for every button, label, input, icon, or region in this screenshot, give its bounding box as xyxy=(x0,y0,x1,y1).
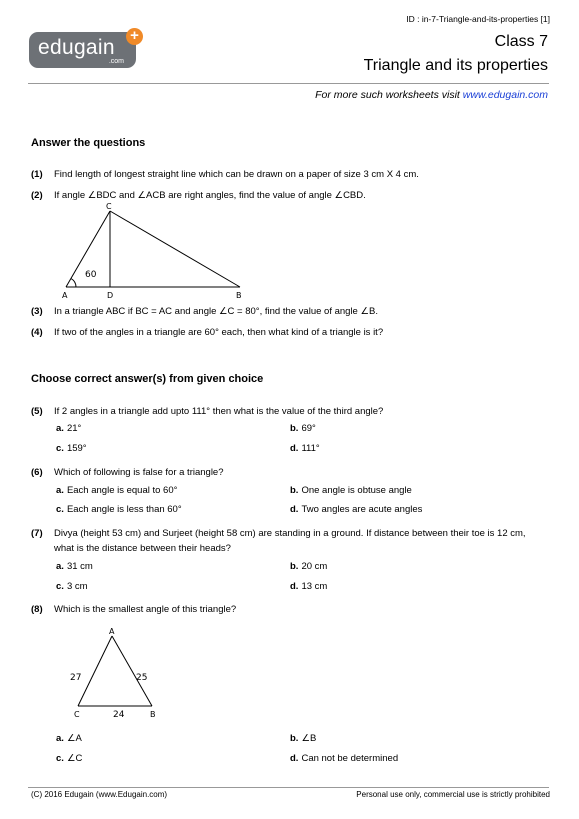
edugain-link[interactable]: www.edugain.com xyxy=(462,89,548,101)
class-label: Class 7 xyxy=(494,33,548,50)
plus-icon: + xyxy=(126,28,143,45)
option-8a[interactable]: a. ∠A xyxy=(56,733,82,744)
question-2 xyxy=(31,188,541,203)
edugain-logo[interactable] xyxy=(29,28,144,72)
question-text: Which of following is false for a triangle? xyxy=(54,467,224,478)
question-text: Which is the smallest angle of this triangle? xyxy=(54,604,237,615)
document-id: ID : in-7-Triangle-and-its-properties [1] xyxy=(406,14,550,24)
option-5d[interactable]: d. 111° xyxy=(290,443,320,454)
question-text: If angle ∠BDC and ∠ACB are right angles, find the value of angle ∠CBD. xyxy=(54,190,366,201)
question-text: If 2 angles in a triangle add upto 111° then what is the value of the third angle? xyxy=(54,406,384,417)
question-number: (8) xyxy=(31,604,43,615)
option-5b[interactable]: b. 69° xyxy=(290,423,316,434)
question-number: (4) xyxy=(31,327,43,338)
option-7b[interactable]: b. 20 cm xyxy=(290,561,328,572)
label-b: B xyxy=(150,710,156,719)
side-ca xyxy=(78,636,112,706)
question-number: (7) xyxy=(31,528,43,539)
header-divider xyxy=(28,83,549,84)
section-heading-answer: Answer the questions xyxy=(31,137,146,149)
option-6d[interactable]: d. Two angles are acute angles xyxy=(290,504,423,515)
option-8b[interactable]: b. ∠B xyxy=(290,733,317,744)
option-7a[interactable]: a. 31 cm xyxy=(56,561,93,572)
section-heading-choose: Choose correct answer(s) from given choice xyxy=(31,373,264,385)
label-d: D xyxy=(107,291,114,300)
option-8d[interactable]: d. Can not be determined xyxy=(290,753,399,764)
question-text: Divya (height 53 cm) and Surjeet (height 58 cm) are standing in a ground. If distance between their toe is 12 cm, what is the distance between their heads? xyxy=(54,528,526,554)
page-title: Triangle and its properties xyxy=(363,57,548,74)
question-8 xyxy=(31,602,541,617)
question-7 xyxy=(31,526,541,556)
question-text: Find length of longest straight line which can be drawn on a paper of size 3 cm X 4 cm. xyxy=(54,169,419,180)
footer-usage-notice: Personal use only, commercial use is strictly prohibited xyxy=(356,790,550,799)
label-b: B xyxy=(236,291,242,300)
more-prefix: For more such worksheets visit xyxy=(315,89,463,101)
question-1 xyxy=(31,167,541,182)
option-5c[interactable]: c. 159° xyxy=(56,443,87,454)
question-number: (3) xyxy=(31,306,43,317)
label-a: A xyxy=(62,291,68,300)
more-worksheets-line xyxy=(315,89,548,101)
logo-text: edugain xyxy=(38,36,115,59)
triangle-figure-q8 xyxy=(66,624,166,720)
option-6c[interactable]: c. Each angle is less than 60° xyxy=(56,504,182,515)
label-a: A xyxy=(109,627,115,636)
question-3 xyxy=(31,304,541,319)
label-c: C xyxy=(106,202,112,211)
question-number: (5) xyxy=(31,406,43,417)
question-number: (1) xyxy=(31,169,43,180)
question-number: (2) xyxy=(31,190,43,201)
question-6 xyxy=(31,465,541,480)
option-5a[interactable]: a. 21° xyxy=(56,423,82,434)
side-label-ab: 25 xyxy=(136,673,148,683)
question-5 xyxy=(31,404,541,419)
question-text: If two of the angles in a triangle are 60° each, then what kind of a triangle is it? xyxy=(54,327,384,338)
logo-box xyxy=(29,32,136,68)
angle-arc xyxy=(71,279,76,288)
question-4 xyxy=(31,325,541,340)
option-7c[interactable]: c. 3 cm xyxy=(56,581,88,592)
option-8c[interactable]: c. ∠C xyxy=(56,753,83,764)
side-cb xyxy=(110,211,240,287)
question-text: In a triangle ABC if BC = AC and angle ∠C = 80°, find the value of angle ∠B. xyxy=(54,306,378,317)
option-6b[interactable]: b. One angle is obtuse angle xyxy=(290,485,412,496)
angle-label: 60 xyxy=(85,270,97,280)
option-7d[interactable]: d. 13 cm xyxy=(290,581,328,592)
logo-com: .com xyxy=(108,58,124,65)
footer-copyright: (C) 2016 Edugain (www.Edugain.com) xyxy=(31,790,168,799)
side-label-ac: 27 xyxy=(70,673,82,683)
footer-divider xyxy=(28,787,549,788)
option-6a[interactable]: a. Each angle is equal to 60° xyxy=(56,485,178,496)
side-label-cb: 24 xyxy=(113,710,125,720)
triangle-figure-q2 xyxy=(56,202,252,302)
label-c: C xyxy=(74,710,80,719)
question-number: (6) xyxy=(31,467,43,478)
side-ab xyxy=(112,636,152,706)
